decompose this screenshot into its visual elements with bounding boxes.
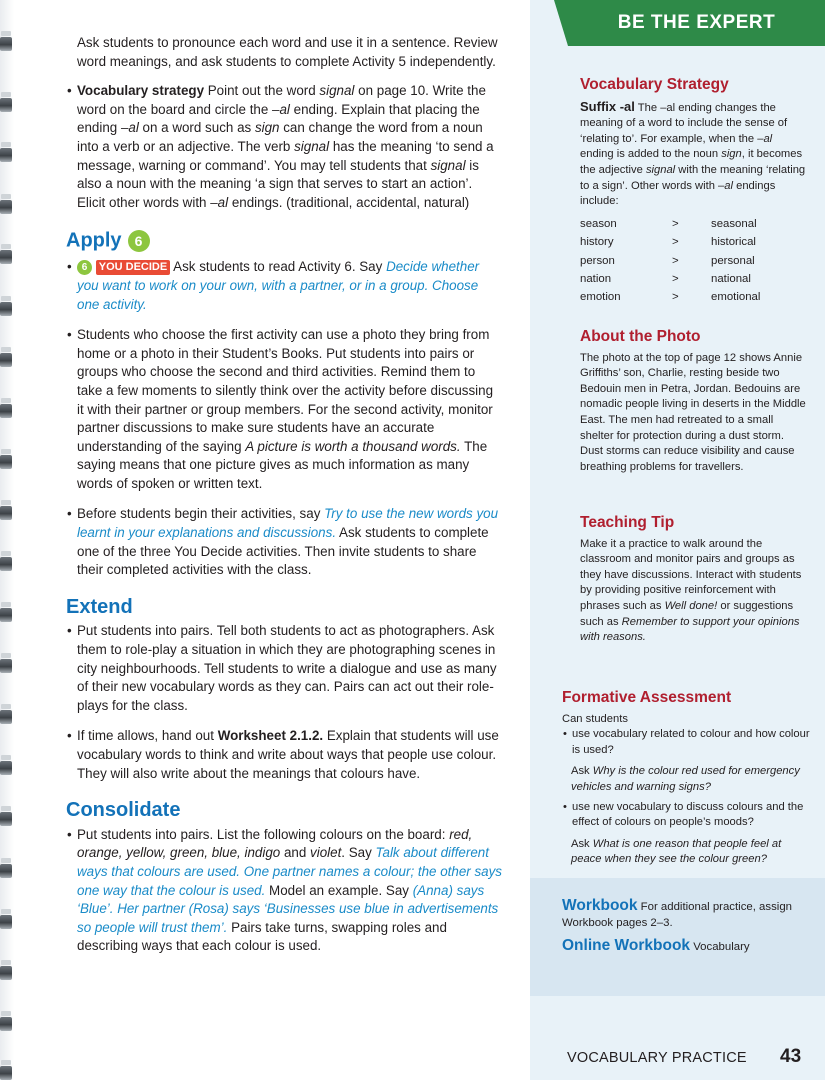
teacher-script: Decide whether you want to work on your own, with a partner, or in a group. Choose one activity. <box>77 259 480 312</box>
base-word: emotion <box>580 291 621 304</box>
binding-coil <box>0 608 12 622</box>
arrow-symbol: > <box>672 218 679 231</box>
text: Explain that students will use vocabulary words to think and write about ways that people use colour. They will also write about the meanings that colours have. <box>77 728 499 781</box>
extend-bullet-1 <box>67 622 502 715</box>
teacher-script: Talk about different ways that colours are used. One partner names a colour; the other says one way that the colour is used. <box>77 845 503 898</box>
text: Ask students to read Activity 6. Say <box>170 259 387 275</box>
section-footer: VOCABULARY PRACTICE <box>567 1050 747 1066</box>
derived-word: seasonal <box>711 218 757 231</box>
text: is also a noun with the meaning ‘a sign that serves to start an action’. Elicit other words with <box>77 157 479 210</box>
text: Put students into pairs. List the following colours on the board: <box>77 826 450 842</box>
italic-text: red, orange, yellow, green, blue, indigo <box>77 826 473 861</box>
binding-coil <box>0 864 12 878</box>
assessment-question <box>571 837 812 868</box>
apply-bullet-2 <box>67 326 502 493</box>
word-pair-row <box>580 234 760 252</box>
binding-coil <box>0 250 12 264</box>
italic-text: –al <box>210 194 229 210</box>
workbook-text: For additional practice, assign Workbook pages 2–3. <box>562 901 792 929</box>
suffix-label: Suffix -al <box>580 98 635 114</box>
text: or suggestions such as <box>580 599 794 628</box>
extend-bullet-2 <box>67 727 502 783</box>
apply-heading <box>66 230 502 252</box>
word-pair-row <box>580 271 760 289</box>
assessment-bullet <box>563 727 812 758</box>
arrow-symbol: > <box>672 291 679 304</box>
binding-coil <box>0 200 12 214</box>
derived-word: personal <box>711 254 755 267</box>
consolidate-heading: Consolidate <box>66 799 181 822</box>
main-column <box>66 34 502 968</box>
italic-text: Well done! <box>664 599 718 612</box>
text: can change the word from a noun into a verb or an adjective. The verb <box>77 120 483 154</box>
text: on page 10. Write the word on the board and circle the <box>77 83 486 117</box>
about-the-photo-box <box>580 329 806 475</box>
binding-coil <box>0 1017 12 1031</box>
suffix-explanation <box>580 99 806 210</box>
binding-coil <box>0 761 12 775</box>
teacher-script: Try to use the new words you learnt in your explanations and discussions. <box>77 506 499 541</box>
you-decide-tag: YOU DECIDE <box>96 260 170 275</box>
teaching-tip-text <box>580 537 806 646</box>
text: use vocabulary related to colour and how colour is used? <box>572 728 810 756</box>
italic-text: signal <box>430 157 466 173</box>
arrow-symbol: > <box>672 254 679 267</box>
activity-number-badge: 6 <box>128 230 150 252</box>
teaching-tip-box <box>580 515 806 646</box>
intro-paragraph <box>77 34 502 71</box>
derived-word: historical <box>711 236 756 249</box>
about-the-photo-heading: About the Photo <box>580 328 701 345</box>
italic-text: sign <box>721 148 742 161</box>
bullet-lead: Vocabulary strategy <box>77 83 205 99</box>
bullet-dot: • <box>563 800 567 813</box>
teaching-tip-heading: Teaching Tip <box>580 514 675 531</box>
banner-title: BE THE EXPERT <box>617 12 776 33</box>
bullet-dot: • <box>67 327 72 343</box>
bullet-dot: • <box>67 826 72 842</box>
binding-coil <box>0 98 12 112</box>
italic-text: sign <box>254 120 280 136</box>
binding-coil <box>0 915 12 929</box>
italic-text: –al <box>718 179 733 192</box>
italic-text: –al <box>272 101 290 117</box>
word-pair-row <box>580 216 760 234</box>
text: The –al ending changes the meaning of a word to include the sense of ‘relating to’. For example, when the <box>580 101 788 145</box>
text: Pairs take turns, swapping roles and describing ways that each colour is used. <box>77 919 447 954</box>
be-the-expert-banner <box>568 0 825 46</box>
word-pairs-table <box>580 216 760 307</box>
binding-coil <box>0 506 12 520</box>
text: endings include: <box>580 179 776 208</box>
teacher-script: (Anna) says ‘Blue’. Her partner (Rosa) says ‘Businesses use blue in advertisements so people will trust them’. <box>77 882 499 935</box>
bullet-dot: • <box>67 83 72 99</box>
text: Point out the word <box>204 83 320 99</box>
page-number: 43 <box>780 1046 802 1067</box>
text: ending is added to the noun <box>580 148 722 161</box>
formative-assessment-heading: Formative Assessment <box>562 689 732 706</box>
bullet-dot: • <box>67 506 72 522</box>
text: with the meaning ‘relating to a sign’. Other words with <box>580 163 806 192</box>
italic-text: signal <box>319 83 355 99</box>
extend-heading: Extend <box>66 595 133 618</box>
text: use new vocabulary to discuss colours and the effect of colours on people’s moods? <box>572 800 804 829</box>
italic-text: signal <box>294 138 330 154</box>
binding-coil <box>0 812 12 826</box>
text: , it becomes the adjective <box>580 148 803 176</box>
about-the-photo-text: The photo at the top of page 12 shows Annie Griffiths’ son, Charlie, resting beside two Bedouin men in Petra, Jordan. Bedouins are nomadic people living in deserts in the Middle East. The men had retreated to a small shelter for protection during a dust storm. Dust storms can reduce visibility and cause breathing problems for travellers. <box>580 351 806 473</box>
vocabulary-strategy-bullet <box>67 82 502 212</box>
formative-assessment-box <box>562 690 812 872</box>
bullet-dot: • <box>563 728 567 741</box>
base-word: nation <box>580 272 612 285</box>
text: Ask <box>571 765 593 778</box>
workbook-title: Workbook <box>562 897 638 914</box>
binding-coil <box>0 710 12 724</box>
arrow-symbol: > <box>672 272 679 285</box>
binding-coil <box>0 1066 12 1080</box>
italic-text: Why is the colour red used for emergency vehicles and warning signs? <box>571 765 800 793</box>
assessment-intro: Can students <box>562 712 628 725</box>
text: Ask students to complete one of the three You Decide activities. Then invite students to share their completed activities with the class. <box>77 525 489 578</box>
binding-coil <box>0 455 12 469</box>
text: and <box>280 845 311 861</box>
text: If time allows, hand out <box>77 728 218 744</box>
consolidate-bullet <box>67 826 503 956</box>
text: on a word such as <box>138 120 255 136</box>
assessment-question <box>571 764 812 795</box>
text: Make it a practice to walk around the classroom and monitor pairs and groups as they have discussions. Interact with students by providing positive reinforcement with phrases such as <box>580 537 802 612</box>
binding-coil <box>0 557 12 571</box>
apply-heading-text: Apply <box>66 229 122 252</box>
arrow-symbol: > <box>672 236 679 249</box>
word-pair-row <box>580 252 760 270</box>
italic-text: signal <box>645 163 676 176</box>
spiral-binding <box>0 0 14 1080</box>
italic-text: –al <box>757 132 773 145</box>
base-word: person <box>580 254 615 267</box>
workbook-line <box>562 898 812 932</box>
activity-number-badge: 6 <box>77 260 92 275</box>
italic-text: A picture is worth a thousand words. <box>245 438 461 454</box>
bullet-dot: • <box>67 259 72 275</box>
online-workbook-line <box>562 938 812 956</box>
assessment-bullet <box>563 800 812 831</box>
text: Model an example. Say <box>265 882 413 898</box>
derived-word: national <box>711 272 751 285</box>
base-word: season <box>580 218 617 231</box>
base-word: history <box>580 236 614 249</box>
derived-word: emotional <box>711 291 761 304</box>
binding-coil <box>0 148 12 162</box>
text: Put students into pairs. Tell both students to act as photographers. Ask them to role-play a situation in which they are photographing scenes in city neighbourhoods. Tell students to write a dialogue and use as many of their new vocabulary words as they can. Pairs can act out their role-plays for the class. <box>77 623 497 713</box>
italic-text: Remember to support your opinions with reasons. <box>580 615 800 644</box>
word-pair-row <box>580 289 760 307</box>
text: Before students begin their activities, say <box>77 506 325 522</box>
italic-text: –al <box>120 120 139 136</box>
binding-coil <box>0 659 12 673</box>
binding-coil <box>0 302 12 316</box>
binding-coil <box>0 37 12 51</box>
text: Ask <box>571 837 593 850</box>
bullet-dot: • <box>67 623 72 639</box>
text: Students who choose the first activity can use a photo they bring from home or a photo in their Student’s Books. Put students into pairs or groups who choose the second and third activities. Remind them to take a few moments to silently think over the activity before discussing it with their partner or group members. For the second activity, monitor partner discussions to make sure students have an accurate understanding of the saying <box>77 327 494 454</box>
apply-bullet-3 <box>67 505 502 579</box>
text: ending. Explain that placing the ending <box>77 101 480 136</box>
italic-text: What is one reason that people feel at peace when they see the colour green? <box>571 837 782 866</box>
workbook-references <box>562 898 812 955</box>
bullet-dot: • <box>67 728 72 744</box>
text: has the meaning ‘to send a message, warning or command’. You may tell students that <box>77 138 494 173</box>
worksheet-reference: Worksheet 2.1.2. <box>217 728 324 744</box>
vocabulary-strategy-heading: Vocabulary Strategy <box>580 76 729 93</box>
apply-bullet-1 <box>67 258 502 314</box>
text: The saying means that one picture gives as much information as many words of spoken or written text. <box>77 438 488 491</box>
binding-coil <box>0 966 12 980</box>
binding-coil <box>0 353 12 367</box>
text: . Say <box>341 845 376 861</box>
text: endings. (traditional, accidental, natural) <box>228 194 470 210</box>
binding-coil <box>0 404 12 418</box>
vocabulary-strategy-box <box>580 77 806 307</box>
online-workbook-title: Online Workbook <box>562 936 691 954</box>
online-workbook-text: Vocabulary <box>690 940 750 953</box>
intro-text: Ask students to pronounce each word and use it in a sentence. Review word meanings, and ask students to complete Activity 5 independently. <box>77 35 498 69</box>
italic-text: violet <box>310 845 342 861</box>
